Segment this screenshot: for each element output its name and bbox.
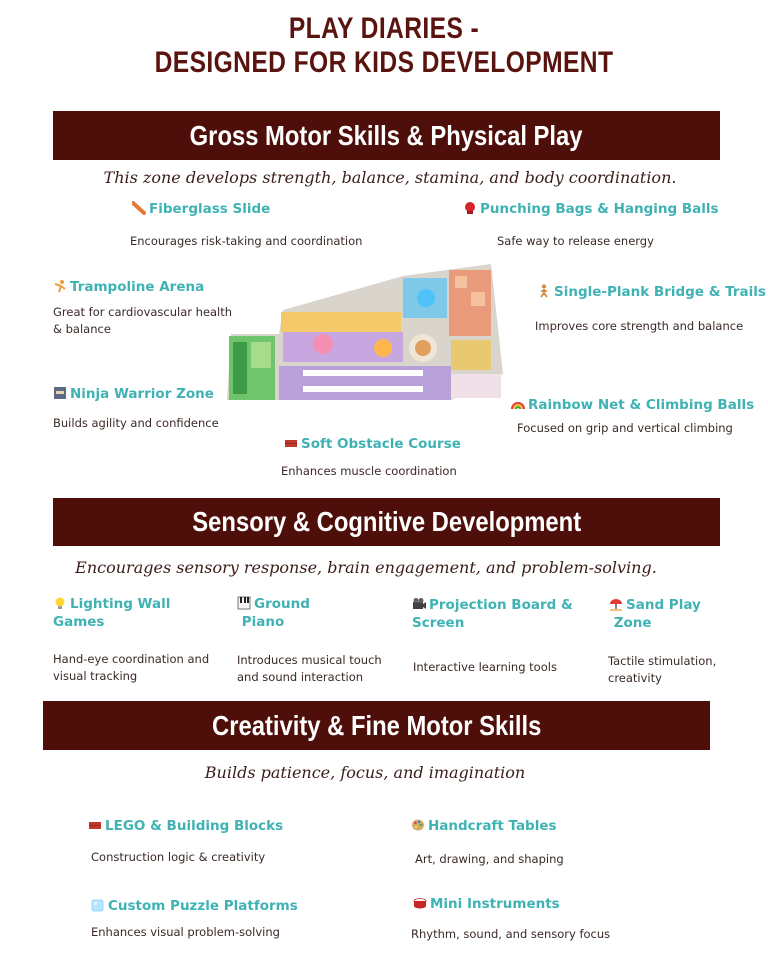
drum-icon [413, 896, 427, 910]
item-title: Ninja Warrior Zone [53, 385, 214, 403]
item-title: Rainbow Net & Climbing Balls [511, 396, 754, 414]
beach-icon [609, 597, 623, 611]
ninja-icon [53, 386, 67, 400]
item-desc: Focused on grip and vertical climbing [517, 421, 733, 435]
palette-icon [411, 818, 425, 832]
projector-icon [412, 597, 426, 611]
section-intro: Builds patience, focus, and imagination [204, 763, 526, 782]
item-desc: Construction logic & creativity [91, 850, 266, 864]
item-desc: Builds agility and confidence [53, 416, 219, 430]
item-desc: Safe way to release energy [497, 234, 654, 248]
boxing-glove-icon [463, 201, 477, 215]
item-title: Sand Play Zone [609, 596, 749, 632]
item-title: Fiberglass Slide [132, 200, 270, 218]
item-desc: Introduces musical touch and sound interaction [237, 653, 382, 684]
item-title: Punching Bags & Hanging Balls [463, 200, 719, 218]
section-intro: This zone develops strength, balance, stamina, and body coordination. [103, 168, 677, 187]
item-desc: Great for cardiovascular health & balance [53, 305, 233, 336]
rainbow-icon [511, 397, 525, 411]
item-title: Ground Piano [237, 595, 397, 631]
item-desc: Enhances muscle coordination [281, 464, 457, 478]
item-desc: Rhythm, sound, and sensory focus [411, 927, 611, 941]
section-intro: Encourages sensory response, brain engagement, and problem-solving. [75, 558, 657, 577]
item-desc: Hand-eye coordination and visual tracking [53, 652, 210, 683]
section-banner-sensory [53, 498, 720, 546]
section-heading: Sensory & Cognitive Development [192, 506, 581, 537]
slide-icon [132, 201, 146, 215]
item-desc: Art, drawing, and shaping [415, 852, 564, 866]
section-banner-creativity [43, 701, 710, 750]
item-title: Trampoline Arena [53, 278, 204, 296]
section-banner-gross-motor [53, 111, 720, 160]
section-heading: Creativity & Fine Motor Skills [211, 709, 542, 741]
jumping-person-icon [53, 279, 67, 293]
brick-icon [88, 818, 102, 832]
item-desc: Improves core strength and balance [535, 319, 744, 333]
walking-person-icon [537, 284, 551, 298]
item-desc: Interactive learning tools [413, 660, 557, 674]
section-heading: Gross Motor Skills & Physical Play [190, 119, 583, 151]
item-title: LEGO & Building Blocks [88, 817, 283, 835]
item-desc: Enhances visual problem-solving [91, 925, 280, 939]
item-title: Mini Instruments [413, 895, 560, 913]
play-area-map-illustration [223, 262, 508, 408]
item-title: Lighting Wall Games [53, 596, 171, 630]
item-desc: Encourages risk-taking and coordination [130, 234, 363, 248]
item-title: Single-Plank Bridge & Trails [537, 283, 766, 301]
item-desc: Tactile stimulation, creativity [608, 654, 717, 685]
item-title: Custom Puzzle Platforms [91, 897, 298, 915]
piano-icon [237, 596, 251, 610]
item-title: Handcraft Tables [411, 817, 557, 835]
page-title-line2: DESIGNED FOR KIDS DEVELOPMENT [154, 46, 614, 79]
brick-icon [284, 436, 298, 450]
ice-cube-icon [91, 898, 105, 912]
item-title: Soft Obstacle Course [284, 435, 461, 453]
item-title: Projection Board & Screen [412, 597, 573, 631]
light-bulb-icon [53, 596, 67, 610]
page-title-line1: PLAY DIARIES - [288, 12, 480, 45]
